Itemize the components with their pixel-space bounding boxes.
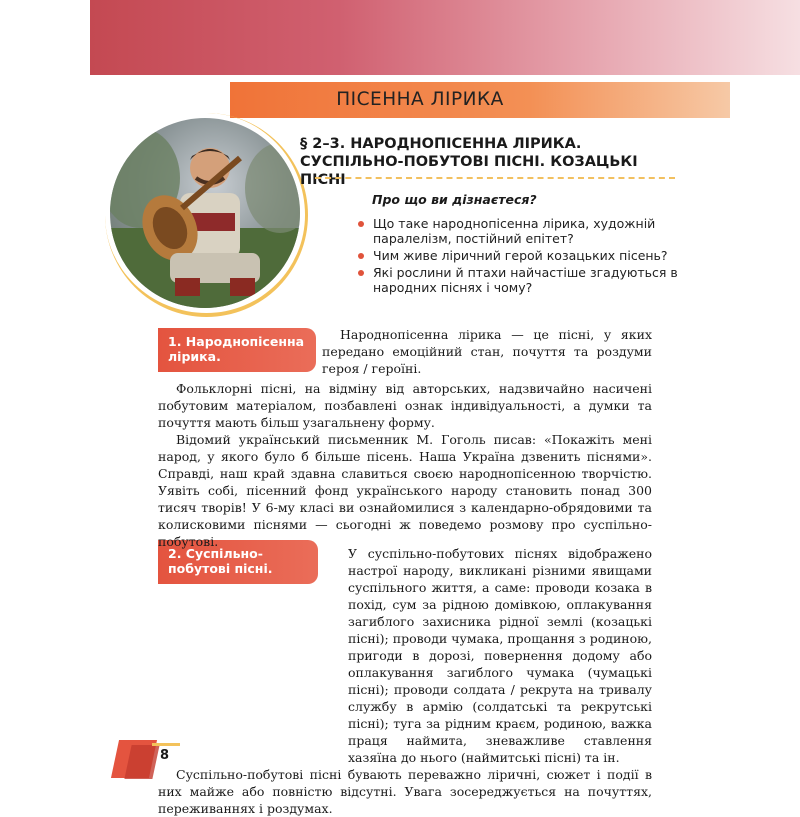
paragraph-2: Фольклорні пісні, на відміну від авторських, надзвичайно насичені побутовим матеріалом, позбавлені ознак індивідуальності, а думки та почуття мають більш узагальнену форму. (158, 381, 652, 430)
paragraph-1: Народнопісенна лірика — це пісні, у яких передано емоційний стан, почуття та роздуми героя / героїні. (322, 327, 652, 376)
corner-decoration-shadow (124, 745, 159, 779)
title-divider (315, 177, 675, 181)
page-number: 8 (160, 748, 170, 763)
learn-list (357, 216, 687, 297)
paragraph-title: § 2–3. НАРОДНОПІСЕННА ЛІРИКА. СУСПІЛЬНО-ПОБУТОВІ ПІСНІ. КОЗАЦЬКІ ПІСНІ (300, 136, 638, 188)
chapter-title: ПІСЕННА ЛІРИКА (336, 89, 504, 110)
list-item: Які рослини й птахи найчастіше згадуються в народних піснях і чому? (357, 265, 687, 295)
cossack-with-bandura-image (110, 118, 300, 308)
section-label-1: 1. Народнопісенна лірика. (158, 328, 316, 372)
section-label-2: 2. Суспільно-побутові пісні. (158, 540, 318, 584)
list-item: Чим живе ліричний герой козацьких пісень? (357, 248, 687, 263)
header-band (90, 0, 800, 75)
list-item: Що таке народнопісенна лірика, художній паралелізм, постійний епітет? (357, 216, 687, 246)
page-number-line (152, 743, 180, 746)
paragraph-5: Суспільно-побутові пісні бувають переважно ліричні, сюжет і події в них майже або повністю відсутні. Увага зосереджується на почуттях, переживаннях і роздумах. (158, 767, 652, 816)
paragraph-4-5 (158, 545, 652, 817)
kobzar-illustration (110, 118, 300, 308)
learn-heading: Про що ви дізнаєтеся? (372, 192, 537, 207)
paragraph-2-3 (158, 380, 652, 550)
paragraph-4: У суспільно-побутових піснях відображено настрої народу, викликані різними явищами суспільного життя, а саме: проводи козака в похід, сум за рідною домівкою, оплакування загиблого захисника рідної землі (козацькі пісні); проводи чумака, прощання з родиною, пригоди в дорозі, повернення додому або оплакування загиблого чумака (чумацькі пісні); проводи солдата / рекрута на тривалу службу в армію (солдатські та рекрутські пісні); туга за рідним краєм, родиною, важка праця наймита, зневажливе ставлення хазяїна до нього (наймитські пісні) та ін. (348, 546, 652, 765)
paragraph-3: Відомий український письменник М. Гоголь писав: «Покажіть мені народ, у якого було б більше пісень. Наша Україна дзвенить піснями». Справді, наш край здавна славиться своєю народнопісенною творчістю. Уявіть собі, пісенний фонд українського народу становить понад 300 тисяч творів! У 6-му класі ви ознайомилися з календарно-обрядовими та колисковими піснями — сьогодні ж поведемо розмову про суспільно-побутові. (158, 432, 652, 549)
